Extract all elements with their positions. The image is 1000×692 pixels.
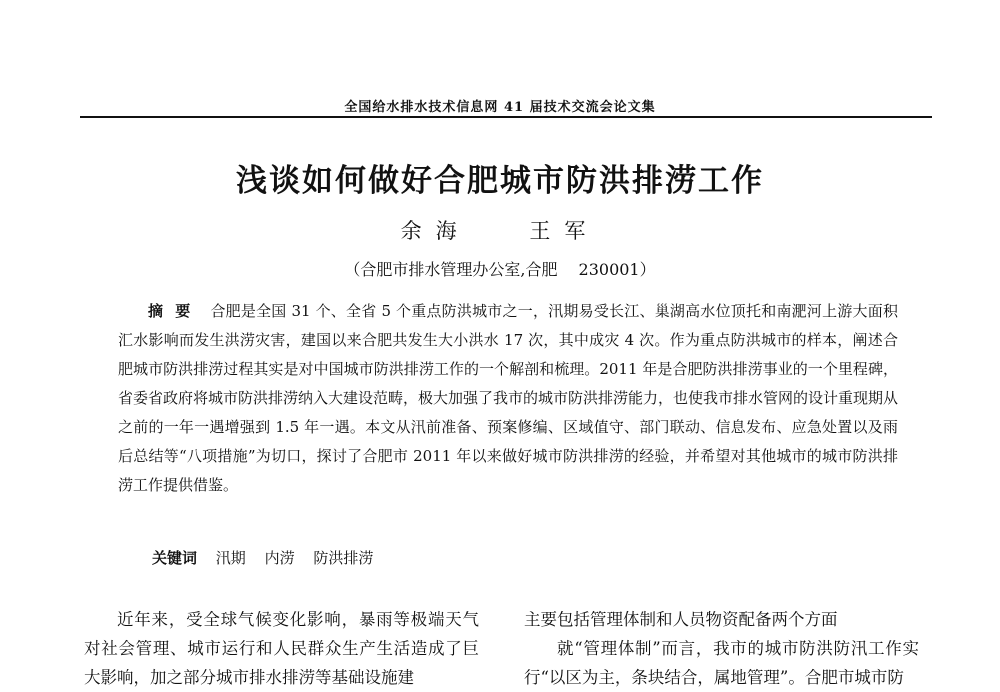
affiliation: （合肥市排水管理办公室,合肥 230001） <box>344 260 656 279</box>
body-right-column <box>524 605 919 692</box>
paper-title: 浅谈如何做好合肥城市防洪排涝工作 <box>236 163 764 199</box>
authors <box>0 215 1000 245</box>
body-paragraph: 就“管理体制”而言，我市的城市防洪防汛工作实行“以区为主，条块结合，属地管理”。合肥市城市防 <box>524 639 919 687</box>
keyword: 汛期 <box>215 549 246 567</box>
author-name: 王军 <box>529 219 600 243</box>
keywords <box>152 547 852 568</box>
keyword: 内涝 <box>264 549 295 567</box>
body-paragraph: 主要包括管理体制和人员物资配备两个方面 <box>524 610 838 629</box>
keyword: 防洪排涝 <box>313 549 374 567</box>
abstract-label: 摘要 <box>148 302 203 320</box>
author-name: 余海 <box>400 219 471 243</box>
keywords-label: 关键词 <box>152 549 198 567</box>
body-left-column: 近年来，受全球气候变化影响，暴雨等极端天气对社会管理、城市运行和人民群众生产生活造成了巨大影响，加之部分城市排水排涝等基础设施建 <box>84 610 479 687</box>
abstract <box>118 297 898 500</box>
running-header: 全国给水排水技术信息网 41 届技术交流会论文集 <box>344 100 656 115</box>
abstract-text: 合肥是全国 31 个、全省 5 个重点防洪城市之一，汛期易受长江、巢湖高水位顶托和南淝河上游大面积汇水影响而发生洪涝灾害，建国以来合肥共发生大小洪水 17 次，其中成灾 4 次。作为重点防洪城市的样本，阐述合肥城市防洪排涝过程其实是对中国城市防洪排涝工作的一个解剖和梳理。2011 年是合肥防洪排涝事业的一个里程碑，省委省政府将城市防洪排涝纳入大建设范畴，极大加强了我市的城市防洪排涝能力，也使我市排水管网的设计重现期从之前的一年一遇增强到 1.5 年一遇。本文从汛前准备、预案修编、区域值守、部门联动、信息发布、应急处置以及雨后总结等“八项措施”为切口，探讨了合肥市 2011 年以来做好城市防洪排涝的经验，并希望对其他城市的城市防洪排涝工作提供借鉴。 <box>118 302 899 494</box>
header-rule <box>80 116 932 118</box>
